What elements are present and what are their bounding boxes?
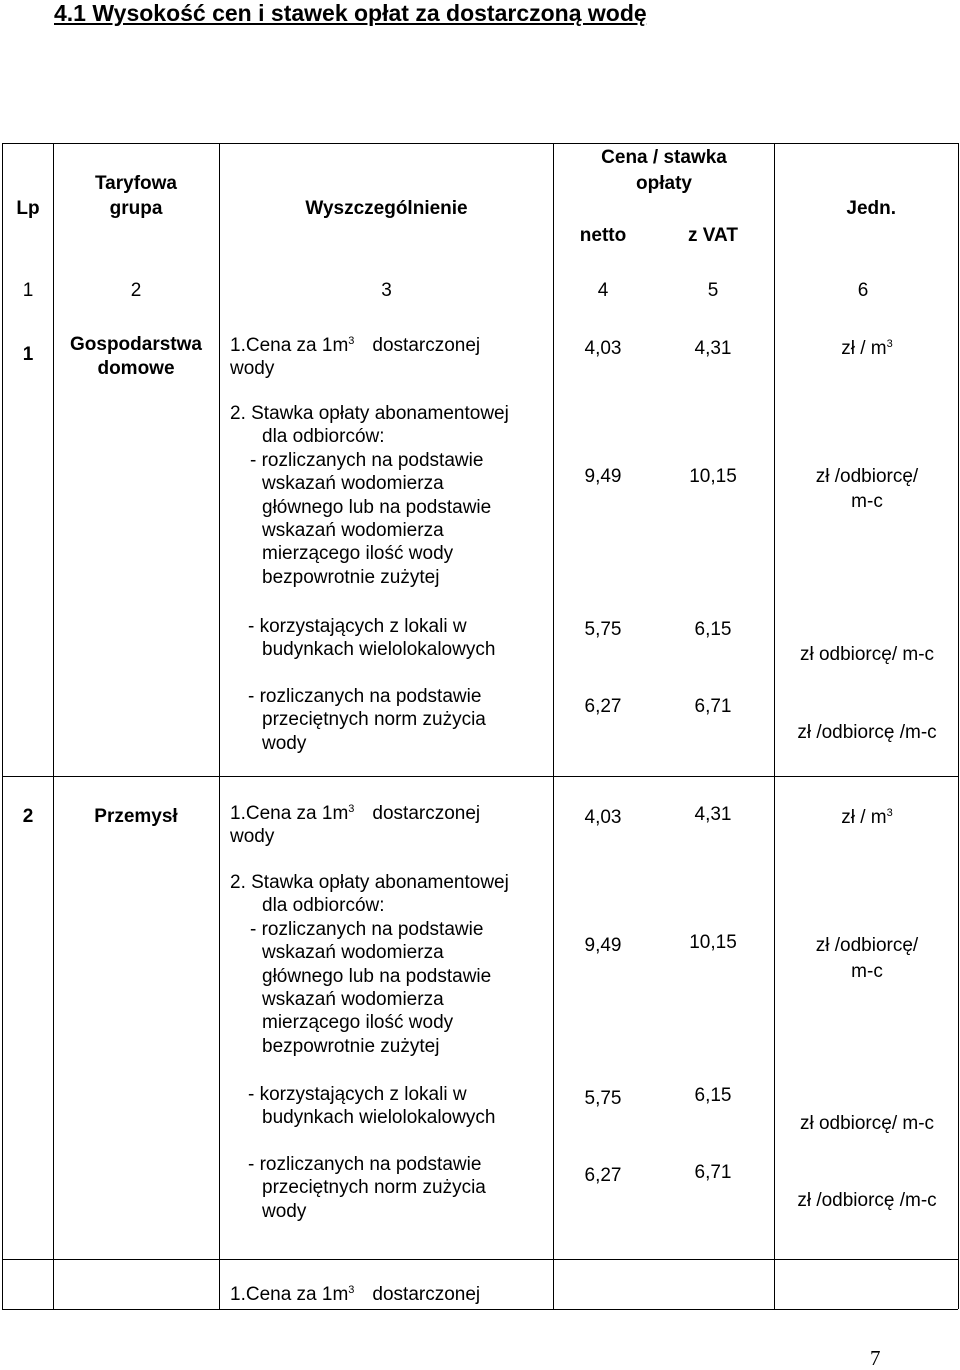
column-number: 1 xyxy=(22,280,34,301)
header-unit: Jedn. xyxy=(846,198,896,219)
price-netto: 9,49 xyxy=(584,935,622,956)
unit: zł odbiorcę/ m-c xyxy=(799,644,935,665)
page-number: 7 xyxy=(870,1346,881,1370)
price-vat: 6,15 xyxy=(694,619,732,640)
column-number: 6 xyxy=(857,280,869,301)
price-vat: 4,31 xyxy=(694,338,732,359)
row-description: 1.Cena za $1m^3$ dostarczonej xyxy=(230,1284,481,1305)
column-number: 5 xyxy=(707,280,719,301)
group-name-line1: Przemysł xyxy=(94,806,178,827)
row-description: - korzystających z lokali w budynkach wielolokalowych xyxy=(248,616,496,661)
price-vat: 6,71 xyxy=(694,1162,732,1183)
unit: zł /odbiorcę/ xyxy=(815,935,919,956)
unit: zł /odbiorcę /m-c xyxy=(797,1190,937,1211)
price-netto: 4,03 xyxy=(584,338,622,359)
row-description: - rozliczanych na podstawie przeciętnych norm zużycia wody xyxy=(248,1154,486,1222)
row-description: 1.Cena za $1m^3$ dostarczonej wody xyxy=(230,803,481,848)
header-group-line2: grupa xyxy=(109,198,163,219)
price-vat: 10,15 xyxy=(689,932,737,953)
unit: m-c xyxy=(851,961,883,982)
price-netto: 5,75 xyxy=(584,619,622,640)
header-netto: netto xyxy=(579,225,627,246)
group-name-line2: domowe xyxy=(97,358,175,379)
unit: zł / $m^3$ xyxy=(841,807,893,828)
group-name-line1: Gospodarstwa xyxy=(70,334,202,355)
unit: m-c xyxy=(851,491,883,512)
column-number: 3 xyxy=(381,280,392,301)
price-netto: 9,49 xyxy=(584,466,622,487)
header-price-line1: Cena / stawka xyxy=(601,147,727,168)
column-number: 2 xyxy=(130,280,142,301)
row-description: 2. Stawka opłaty abonamentowej dla odbiorców: - rozliczanych na podstawie wskazań wodomierza głównego lub na podstawie wskazań wodomierza mierzącego ilość wody bezpowrotnie zużytej xyxy=(230,872,509,1057)
header-lp: Lp xyxy=(16,198,40,219)
price-vat: 6,15 xyxy=(694,1085,732,1106)
price-vat: 6,71 xyxy=(694,696,732,717)
row-description: 1.Cena za $1m^3$ dostarczonej wody xyxy=(230,335,481,380)
page-title: 4.1 Wysokość cen i stawek opłat za dostarczoną wodę xyxy=(54,0,647,26)
price-netto: 6,27 xyxy=(584,696,622,717)
header-description: Wyszczególnienie xyxy=(305,198,468,219)
row-description: - rozliczanych na podstawie przeciętnych norm zużycia wody xyxy=(248,686,486,754)
header-vat: z VAT xyxy=(688,225,738,246)
row-description: - korzystających z lokali w budynkach wielolokalowych xyxy=(248,1084,496,1129)
price-vat: 10,15 xyxy=(689,466,737,487)
column-number: 4 xyxy=(597,280,609,301)
row-lp: 2 xyxy=(22,806,34,827)
header-price-line2: opłaty xyxy=(636,173,692,194)
row-description: 2. Stawka opłaty abonamentowej dla odbiorców: - rozliczanych na podstawie wskazań wodomierza głównego lub na podstawie wskazań wodomierza mierzącego ilość wody bezpowrotnie zużytej xyxy=(230,403,509,588)
price-netto: 6,27 xyxy=(584,1165,622,1186)
header-group-line1: Taryfowa xyxy=(94,173,177,194)
price-vat: 4,31 xyxy=(694,804,732,825)
price-netto: 4,03 xyxy=(584,807,622,828)
unit: zł odbiorcę/ m-c xyxy=(799,1113,935,1134)
unit: zł / $m^3$ xyxy=(841,338,893,359)
unit: zł /odbiorcę/ xyxy=(815,466,919,487)
unit: zł /odbiorcę /m-c xyxy=(797,722,937,743)
price-netto: 5,75 xyxy=(584,1088,622,1109)
row-lp: 1 xyxy=(22,344,34,365)
